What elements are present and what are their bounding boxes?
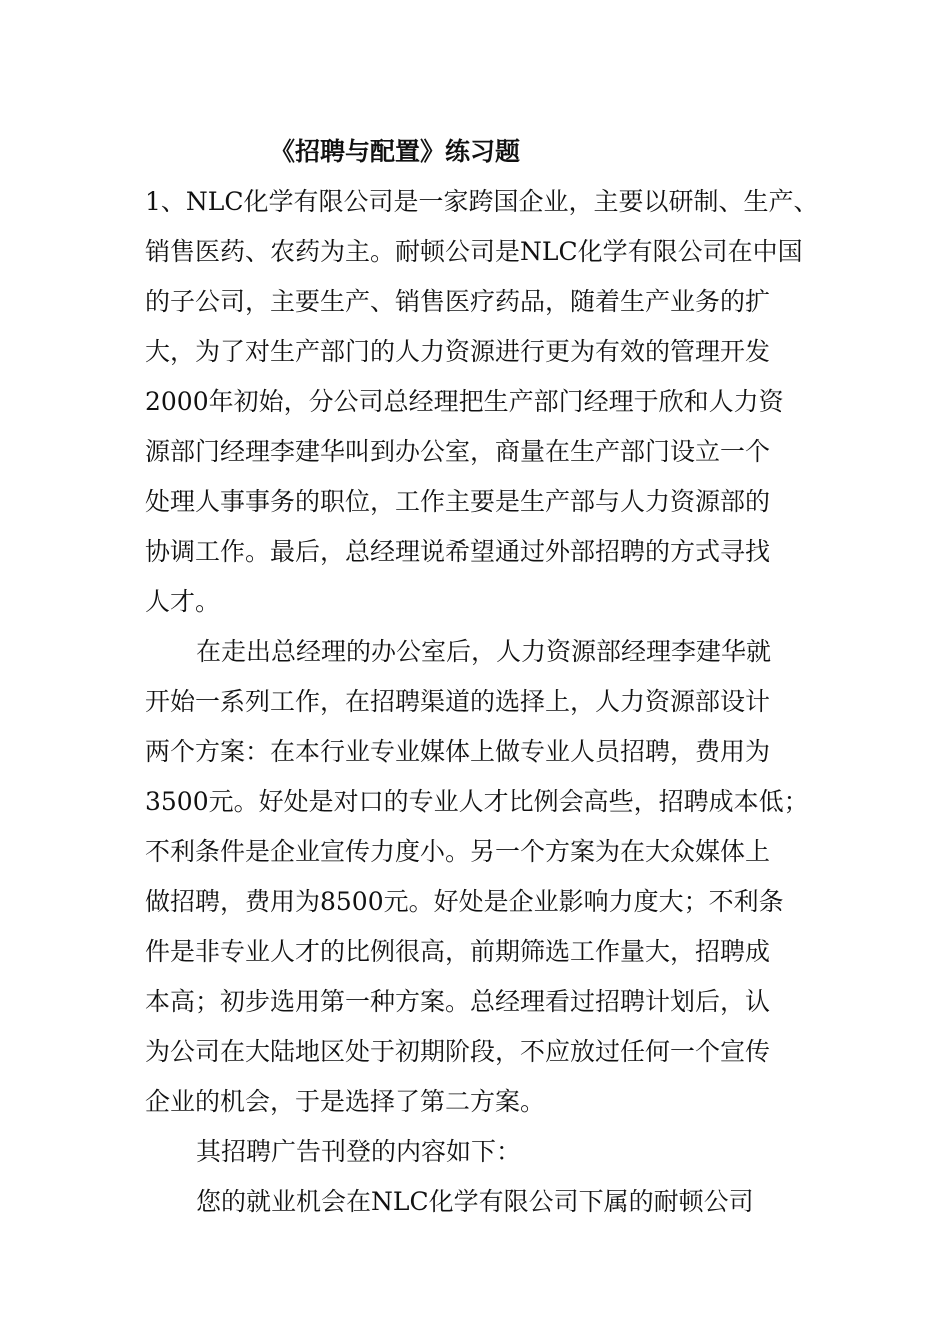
paragraph-line: 大，为了对生产部门的人力资源进行更为有效的管理开发 [145,337,771,366]
paragraph-line: 其招聘广告刊登的内容如下： [196,1137,522,1166]
paragraph-line: 本高；初步选用第一种方案。总经理看过招聘计划后，认 [145,987,771,1016]
paragraph-line: 为公司在大陆地区处于初期阶段，不应放过任何一个宣传 [145,1037,771,1066]
paragraph-line: 1、NLC化学有限公司是一家跨国企业，主要以研制、生产、 [145,187,819,216]
paragraph-line: 协调工作。最后，总经理说希望通过外部招聘的方式寻找 [145,537,771,566]
paragraph-line: 做招聘，费用为8500元。好处是企业影响力度大；不利条 [145,887,784,916]
paragraph-line: 的子公司，主要生产、销售医疗药品，随着生产业务的扩 [145,287,771,316]
paragraph-line: 处理人事事务的职位，工作主要是生产部与人力资源部的 [145,487,771,516]
paragraph-line: 企业的机会，于是选择了第二方案。 [145,1087,546,1116]
paragraph-line: 您的就业机会在NLC化学有限公司下属的耐顿公司 [196,1187,754,1216]
paragraph-line: 销售医药、农药为主。耐顿公司是NLC化学有限公司在中国 [145,237,803,266]
paragraph-line: 不利条件是企业宣传力度小。另一个方案为在大众媒体上 [145,837,771,866]
paragraph-line: 人才。 [145,587,221,616]
paragraph-line: 源部门经理李建华叫到办公室，商量在生产部门设立一个 [145,437,771,466]
paragraph-line: 2000年初始，分公司总经理把生产部门经理于欣和人力资 [145,387,784,416]
paragraph-line: 开始一系列工作，在招聘渠道的选择上，人力资源部设计 [145,687,771,716]
paragraph-line: 在走出总经理的办公室后，人力资源部经理李建华就 [196,637,772,666]
document-title: 《招聘与配置》练习题 [270,137,521,166]
paragraph-line: 两个方案：在本行业专业媒体上做专业人员招聘，费用为 [145,737,771,766]
paragraph-line: 3500元。好处是对口的专业人才比例会高些，招聘成本低； [145,787,809,816]
paragraph-line: 件是非专业人才的比例很高，前期筛选工作量大，招聘成 [145,937,771,966]
